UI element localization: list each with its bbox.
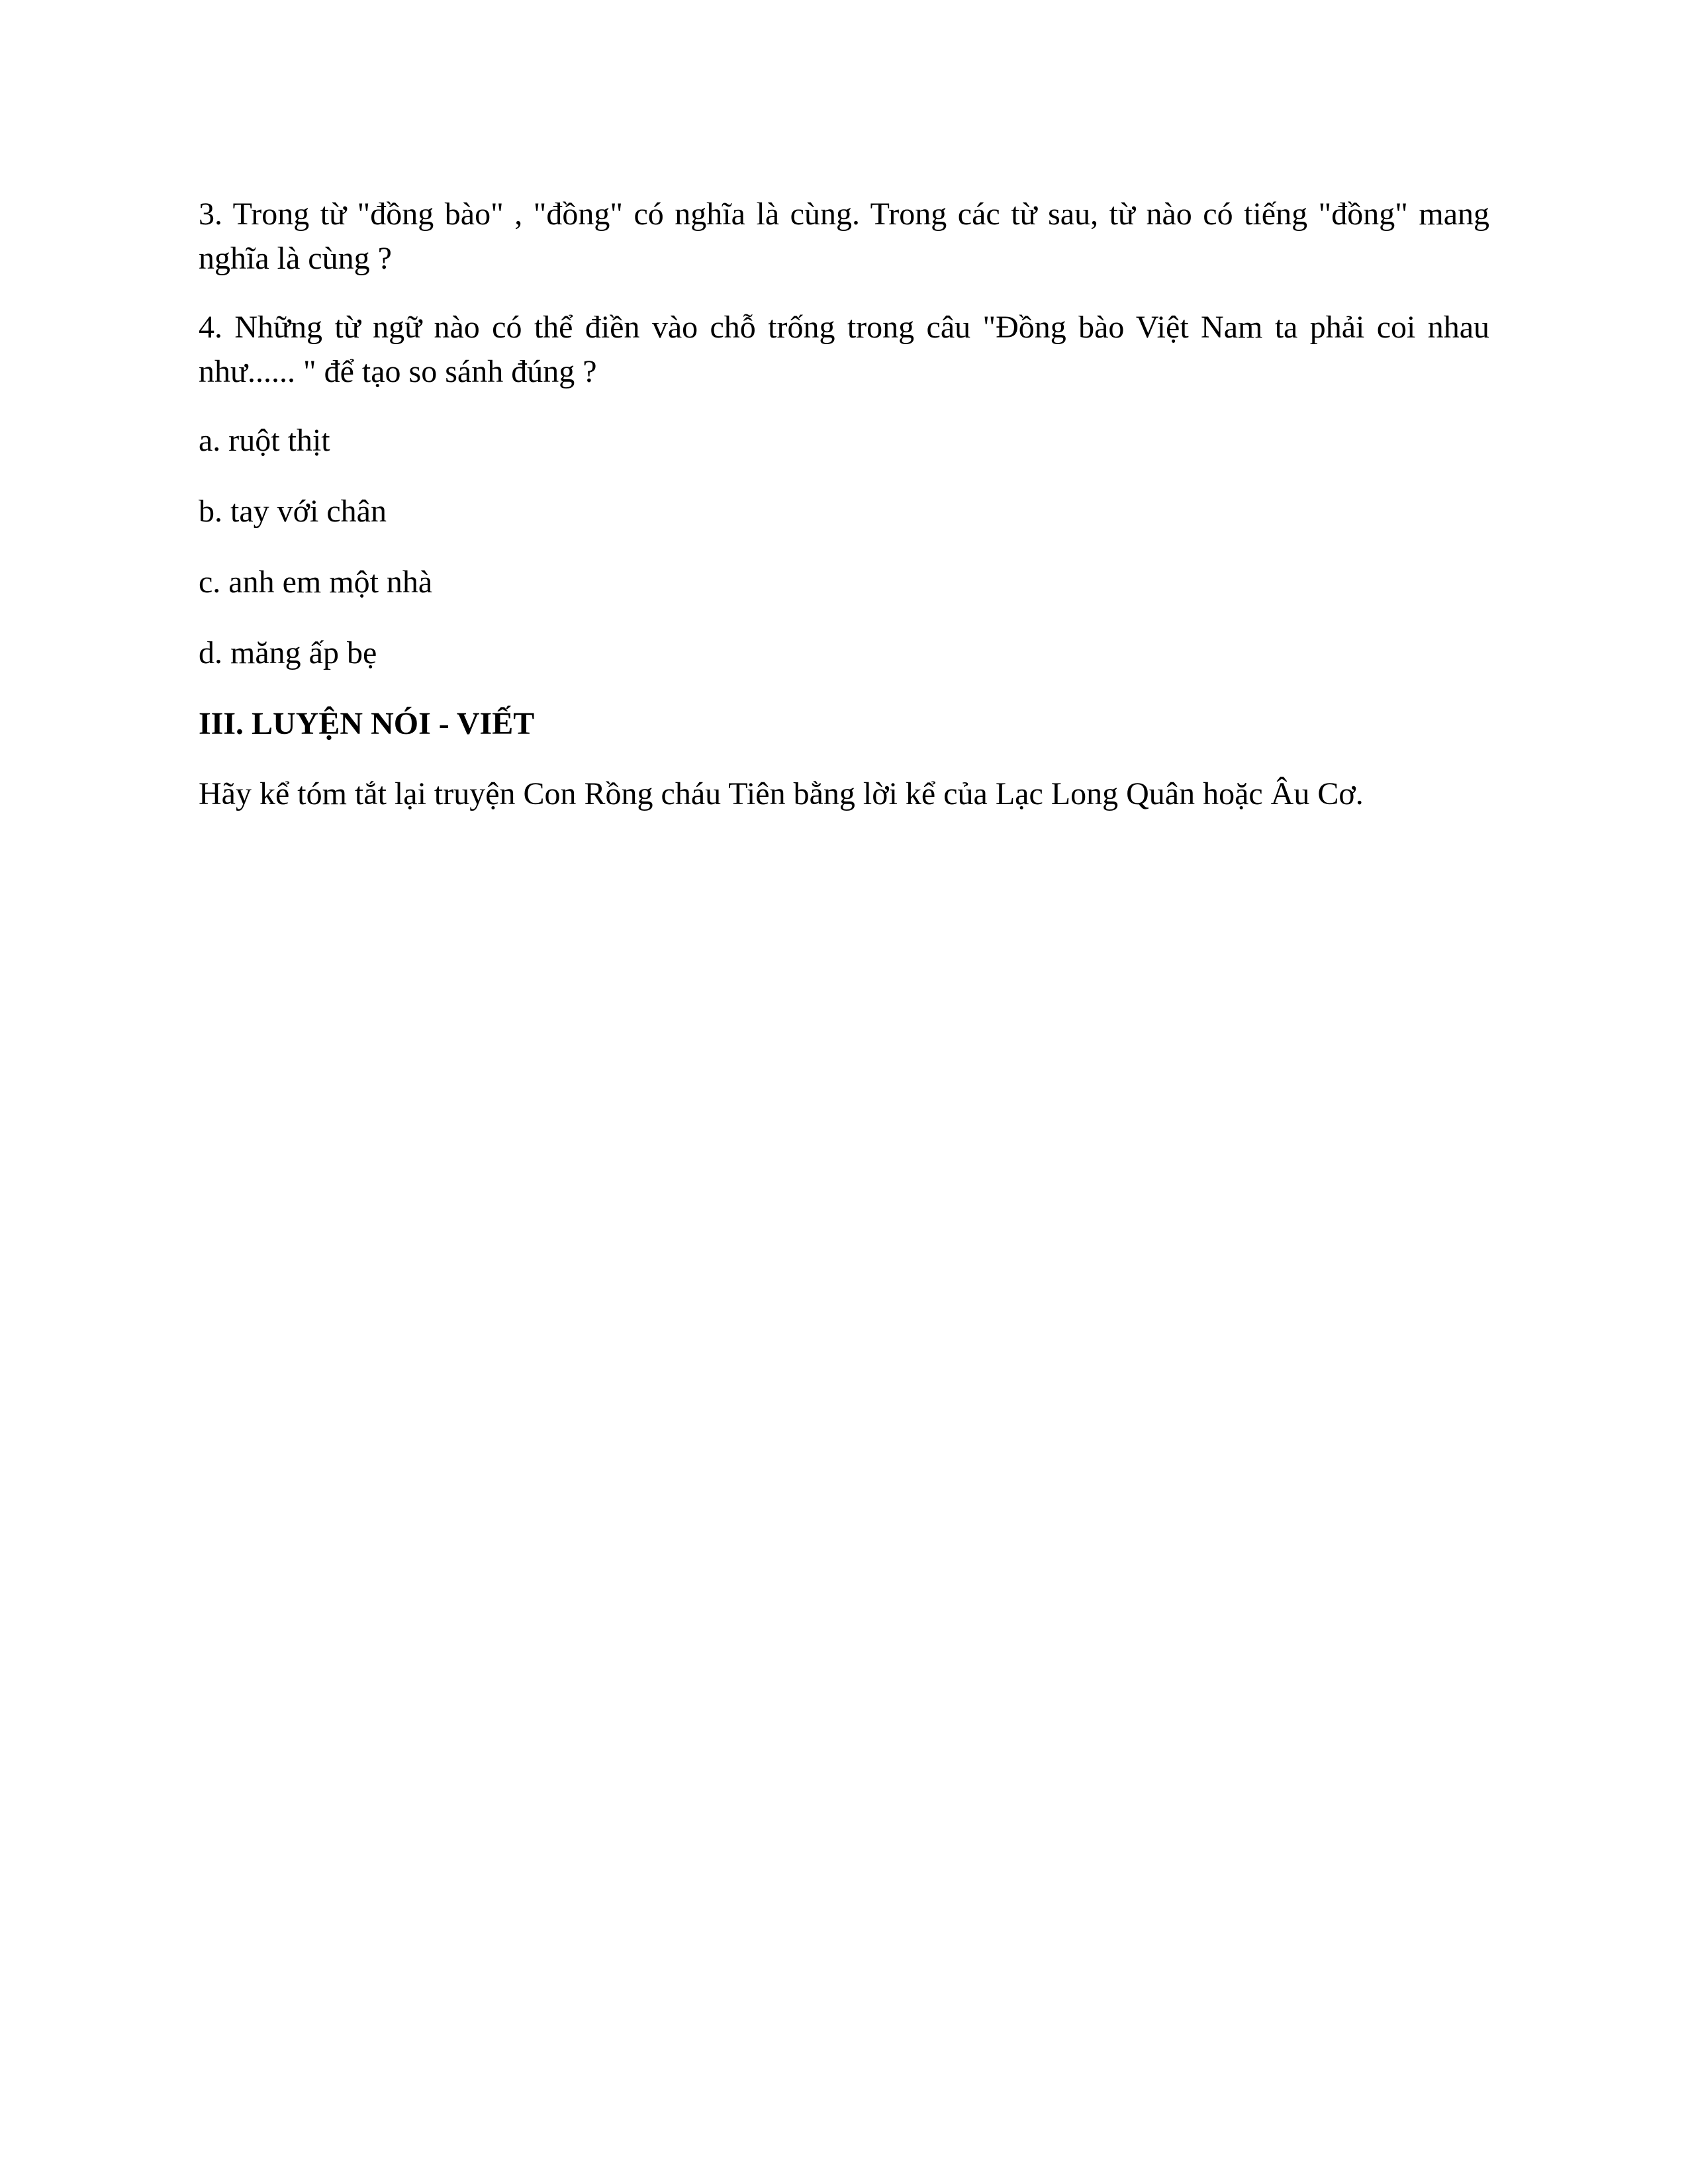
option-d: d. măng ấp bẹ (199, 635, 377, 670)
question-4: 4. Những từ ngữ nào có thể điền vào chỗ trống trong câu "Đồng bào Việt Nam ta phải coi nhau như...... " để tạo so sánh đúng ? (199, 310, 1489, 389)
option-c: c. anh em một nhà (199, 565, 433, 600)
option-b: b. tay với chân (199, 494, 387, 529)
section-heading: III. LUYỆN NÓI - VIẾT (199, 706, 535, 741)
option-a: a. ruột thịt (199, 423, 330, 458)
document-page (199, 192, 1489, 816)
question-3: 3. Trong từ "đồng bào" , "đồng" có nghĩa là cùng. Trong các từ sau, từ nào có tiếng "đồng" mang nghĩa là cùng ? (199, 197, 1489, 276)
section-prompt: Hãy kể tóm tắt lại truyện Con Rồng cháu Tiên bằng lời kể của Lạc Long Quân hoặc Âu Cơ. (199, 776, 1364, 811)
